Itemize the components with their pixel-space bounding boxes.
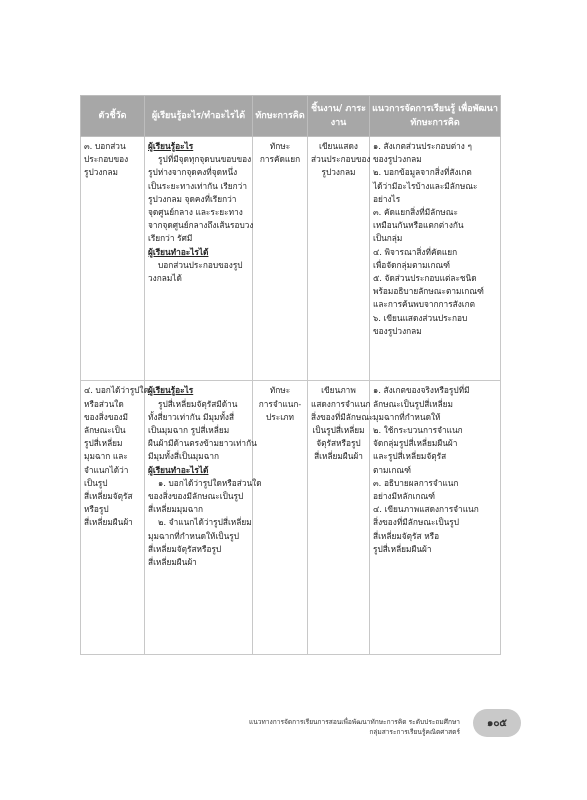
cell-line: สี่เหลี่ยมผืนผ้า: [314, 451, 363, 462]
skill-cell: [253, 381, 308, 655]
cell-line: หรือรูป: [84, 504, 109, 515]
cell-line: มีมุมทั้งสี่เป็นมุมฉาก: [148, 451, 220, 462]
cell-line: รูปวงกลม: [84, 167, 119, 178]
cell-line: ทั้งสี่ยาวเท่ากัน มีมุมทั้งสี่: [148, 411, 235, 422]
cell-line: ส่วนประกอบของ: [311, 154, 371, 165]
cell-line: และรูปสี่เหลี่ยมจัตุรัส: [373, 451, 447, 462]
cell-line: สี่เหลี่ยมจัตุรัสหรือรูป: [148, 543, 222, 554]
cell-line: และการค้นพบจากการสังเกต: [373, 299, 476, 310]
method-cell: [370, 137, 501, 381]
page-number: ๑๐๕: [486, 717, 508, 729]
learn-cell: [145, 381, 262, 655]
cell-line: รูปที่มีจุดทุกจุดบนขอบของ: [158, 154, 252, 165]
footer-line2: กลุ่มสาระการเรียนรู้คณิตศาสตร์: [369, 728, 460, 736]
cell-line: ๔. เขียนภาพแสดงการจำแนก: [373, 504, 479, 515]
cell-line: ตามเกณฑ์: [373, 464, 411, 475]
cell-line: ประเภท: [266, 411, 294, 422]
cell-line: รูปวงกลม: [321, 167, 356, 178]
cell-line: ผืนผ้ามีด้านตรงข้ามยาวเท่ากัน: [148, 438, 257, 449]
skill-cell: [253, 137, 308, 381]
cell-line: ลักษณะเป็น: [84, 425, 126, 436]
cell-line: สี่เหลี่ยมผืนผ้า: [84, 517, 133, 528]
cell-line: การคัดแยก: [259, 154, 301, 165]
header-indicator: ตัวชี้วัด: [81, 96, 145, 137]
cell-line: จัดกลุ่มรูปสี่เหลี่ยมผืนผ้า: [373, 438, 458, 449]
cell-line: วงกลมได้: [148, 273, 182, 284]
cell-line: มุมฉากที่กำหนดให้: [373, 411, 441, 422]
cell-line: ๓. บอกส่วน: [84, 141, 126, 151]
cell-line: จัตุรัสหรือรูป: [316, 438, 361, 449]
cell-line: เขียนแสดง: [319, 141, 358, 151]
footer-text: [248, 717, 460, 737]
indicator-cell: [81, 137, 145, 381]
cell-line: รูปสี่เหลี่ยมผืนผ้า: [373, 543, 432, 554]
cell-line: เหมือนกันหรือแตกต่างกัน: [373, 220, 464, 231]
cell-line: ของรูปวงกลม: [373, 154, 422, 165]
cell-line: จากจุดศูนย์กลางถึงเส้นรอบวง: [148, 220, 254, 231]
cell-line: การจำแนก-: [258, 398, 302, 409]
cell-line: สิ่งของที่มีลักษณะ: [311, 411, 374, 422]
cell-line: ของสิ่งของมีลักษณะเป็นรูป: [148, 491, 244, 502]
work-cell: [308, 137, 370, 381]
cell-line: เขียนภาพ: [321, 385, 356, 396]
cell-line: สี่เหลี่ยมจัตุรัส: [84, 491, 133, 502]
cell-line: รูปสี่เหลี่ยมจัตุรัสมีด้าน: [158, 398, 238, 409]
header-work: ชิ้นงาน/ ภาระงาน: [308, 96, 370, 137]
cell-line: รูปห่างจากจุดคงที่จุดหนึ่ง: [148, 167, 238, 178]
cell-line: อย่างมีหลักเกณฑ์: [373, 491, 436, 502]
cell-line: ๖. เขียนแสดงส่วนประกอบ: [373, 312, 468, 323]
cell-line: ผู้เรียนรู้อะไร: [148, 385, 194, 396]
cell-line: ทักษะ: [269, 141, 291, 151]
cell-line: ประกอบของ: [84, 154, 129, 165]
cell-line: ๕. จัดส่วนประกอบแต่ละชนิด: [373, 273, 477, 284]
work-cell: [308, 381, 374, 655]
curriculum-table: [80, 95, 501, 655]
cell-line: เรียกว่า รัศมี: [148, 233, 193, 244]
cell-line: เป็นรูปสี่เหลี่ยม: [312, 425, 365, 436]
cell-line: ลักษณะเป็นรูปสี่เหลี่ยม: [373, 398, 454, 409]
cell-line: สิ่งของที่มีลักษณะเป็นรูป: [373, 517, 459, 528]
cell-line: ๔. พิจารณาสิ่งที่คัดแยก: [373, 246, 458, 257]
method-cell: [370, 381, 501, 655]
header-method: แนวการจัดการเรียนรู้ เพื่อพัฒนาทักษะการคิด: [370, 96, 501, 137]
table-header-row: [81, 96, 501, 137]
cell-line: แสดงการจำแนก: [311, 398, 371, 409]
cell-line: สี่เหลี่ยมมุมฉาก: [148, 504, 204, 515]
cell-line: บอกส่วนประกอบของรูป: [158, 259, 243, 270]
cell-line: ได้ว่ามีอะไรบ้างและมีลักษณะ: [373, 180, 478, 191]
cell-line: ๑. สังเกตส่วนประกอบต่าง ๆ: [373, 141, 472, 151]
cell-line: ผู้เรียนรู้อะไร: [148, 141, 194, 151]
cell-line: ๒. จำแนกได้ว่ารูปสี่เหลี่ยม: [158, 517, 252, 528]
cell-line: ๔. บอกได้ว่ารูปใด: [84, 385, 149, 396]
cell-line: ของรูปวงกลม: [373, 325, 422, 336]
cell-line: เป็นระยะทางเท่ากัน เรียกว่า: [148, 180, 247, 191]
cell-line: จุดศูนย์กลาง และระยะทาง: [148, 207, 243, 218]
cell-line: ทักษะ: [269, 385, 291, 396]
cell-line: รูปสี่เหลี่ยม: [84, 438, 123, 449]
cell-line: ๒. บอกข้อมูลจากสิ่งที่สังเกต: [373, 167, 472, 178]
cell-line: จำแนกได้ว่า: [84, 464, 129, 475]
table-row: [81, 137, 501, 381]
cell-line: ๓. คัดแยกสิ่งที่มีลักษณะ: [373, 207, 458, 218]
cell-line: สี่เหลี่ยมจัตุรัส หรือ: [373, 530, 440, 541]
cell-line: เป็นรูป: [84, 477, 108, 488]
cell-line: ๑. บอกได้ว่ารูปใดหรือส่วนใด: [158, 477, 262, 488]
cell-line: เพื่อจัดกลุ่มตามเกณฑ์: [373, 259, 451, 270]
page-number-badge: [473, 709, 521, 737]
cell-line: รูปวงกลม จุดคงที่เรียกว่า: [148, 193, 237, 204]
cell-line: หรือส่วนใด: [84, 398, 124, 409]
cell-line: ผู้เรียนทำอะไรได้: [148, 246, 209, 257]
cell-line: เป็นกลุ่ม: [373, 233, 403, 244]
cell-line: มุมฉาก และ: [84, 451, 128, 462]
header-learn: ผู้เรียนรู้อะไร/ทำอะไรได้: [145, 96, 253, 137]
header-skill: ทักษะการคิด: [253, 96, 308, 137]
cell-line: อย่างไร: [373, 193, 401, 204]
cell-line: ของสิ่งของมี: [84, 411, 128, 422]
learn-cell: [145, 137, 253, 381]
cell-line: พร้อมอธิบายลักษณะตามเกณฑ์: [373, 286, 484, 297]
indicator-cell: [81, 381, 149, 655]
table-row: [81, 381, 501, 655]
cell-line: มุมฉากที่กำหนดให้เป็นรูป: [148, 530, 239, 541]
footer-line1: แนวทางการจัดการเรียนการสอนเพื่อพัฒนาทักษะการคิด ระดับประถมศึกษา: [249, 718, 460, 726]
cell-line: ๑. สังเกตของจริงหรือรูปที่มี: [373, 385, 470, 396]
cell-line: ๒. ใช้กระบวนการจำแนก: [373, 425, 463, 436]
cell-line: สี่เหลี่ยมผืนผ้า: [148, 557, 197, 568]
cell-line: ผู้เรียนทำอะไรได้: [148, 464, 209, 475]
cell-line: เป็นมุมฉาก รูปสี่เหลี่ยม: [148, 425, 230, 436]
cell-line: ๓. อธิบายผลการจำแนก: [373, 477, 459, 488]
